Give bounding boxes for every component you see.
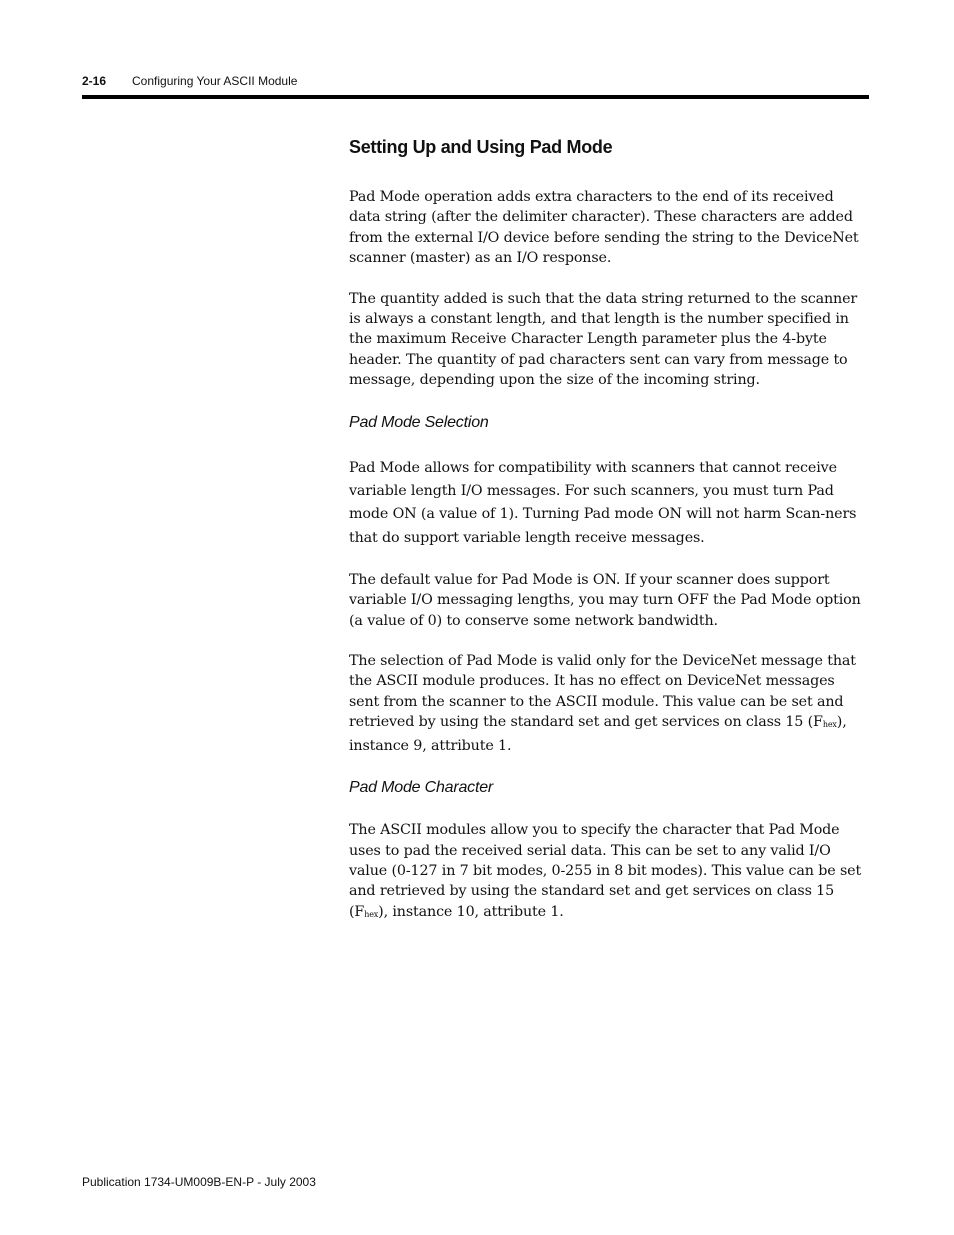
running-header xyxy=(82,73,297,89)
hex-subscript: hex xyxy=(822,720,837,730)
paragraph-text-tail: ), instance 9, attribute 1. xyxy=(349,714,847,754)
intro-paragraph-1: Pad Mode operation adds extra characters to the end of its received data string (after the delimiter character). These characters are added from the external I/O device before sending the string to the DeviceNet scanner (master) as an I/O response. xyxy=(349,189,859,267)
paragraph-text-tail: ), instance 10, attribute 1. xyxy=(378,903,564,920)
paragraph-text: The selection of Pad Mode is valid only for the DeviceNet message that the ASCII module produces. It has no effect on DeviceNet messages sent from the scanner to the ASCII module. This value can be set and retrieved by using the standard set and get services on class 15 (F xyxy=(349,653,856,731)
publication-footer: Publication 1734-UM009B-EN-P - July 2003 xyxy=(82,1175,316,1189)
chapter-title: Configuring Your ASCII Module xyxy=(132,74,298,88)
pad-mode-character-paragraph xyxy=(349,820,869,925)
page-number: 2-16 xyxy=(82,74,107,88)
header-rule xyxy=(82,95,869,99)
pad-mode-selection-heading: Pad Mode Selection xyxy=(349,413,489,431)
pad-mode-character-heading: Pad Mode Character xyxy=(349,779,494,797)
section-title: Setting Up and Using Pad Mode xyxy=(349,137,613,157)
intro-paragraph-2: The quantity added is such that the data string returned to the scanner is always a constant length, and that length is the number specified in the maximum Receive Character Length parameter plus the 4-byte header. The quantity of pad characters sent can vary from message to message, depending upon the size of the incoming string. xyxy=(349,290,858,389)
pad-mode-selection-paragraph-1: Pad Mode allows for compatibility with scanners that cannot receive variable length I/O messages. For such scanners, you must turn Pad mode ON (a value of 1). Turning Pad mode ON will not harm Scan-ners that do support variable length receive messages. xyxy=(349,459,857,546)
pad-mode-selection-paragraph-3 xyxy=(349,651,869,756)
pad-mode-selection-paragraph-2: The default value for Pad Mode is ON. If your scanner does support variable I/O messaging lengths, you may turn OFF the Pad Mode option (a value of 0) to conserve some network bandwidth. xyxy=(349,571,861,629)
hex-subscript: hex xyxy=(364,909,379,919)
main-content xyxy=(349,135,869,925)
paragraph-text: The ASCII modules allow you to specify the character that Pad Mode uses to pad the received serial data. This can be set to any valid I/O value (0-127 in 7 bit modes, 0-255 in 8 bit modes). This value can be set and retrieved by using the standard set and get services on class 15 (F xyxy=(349,822,862,920)
